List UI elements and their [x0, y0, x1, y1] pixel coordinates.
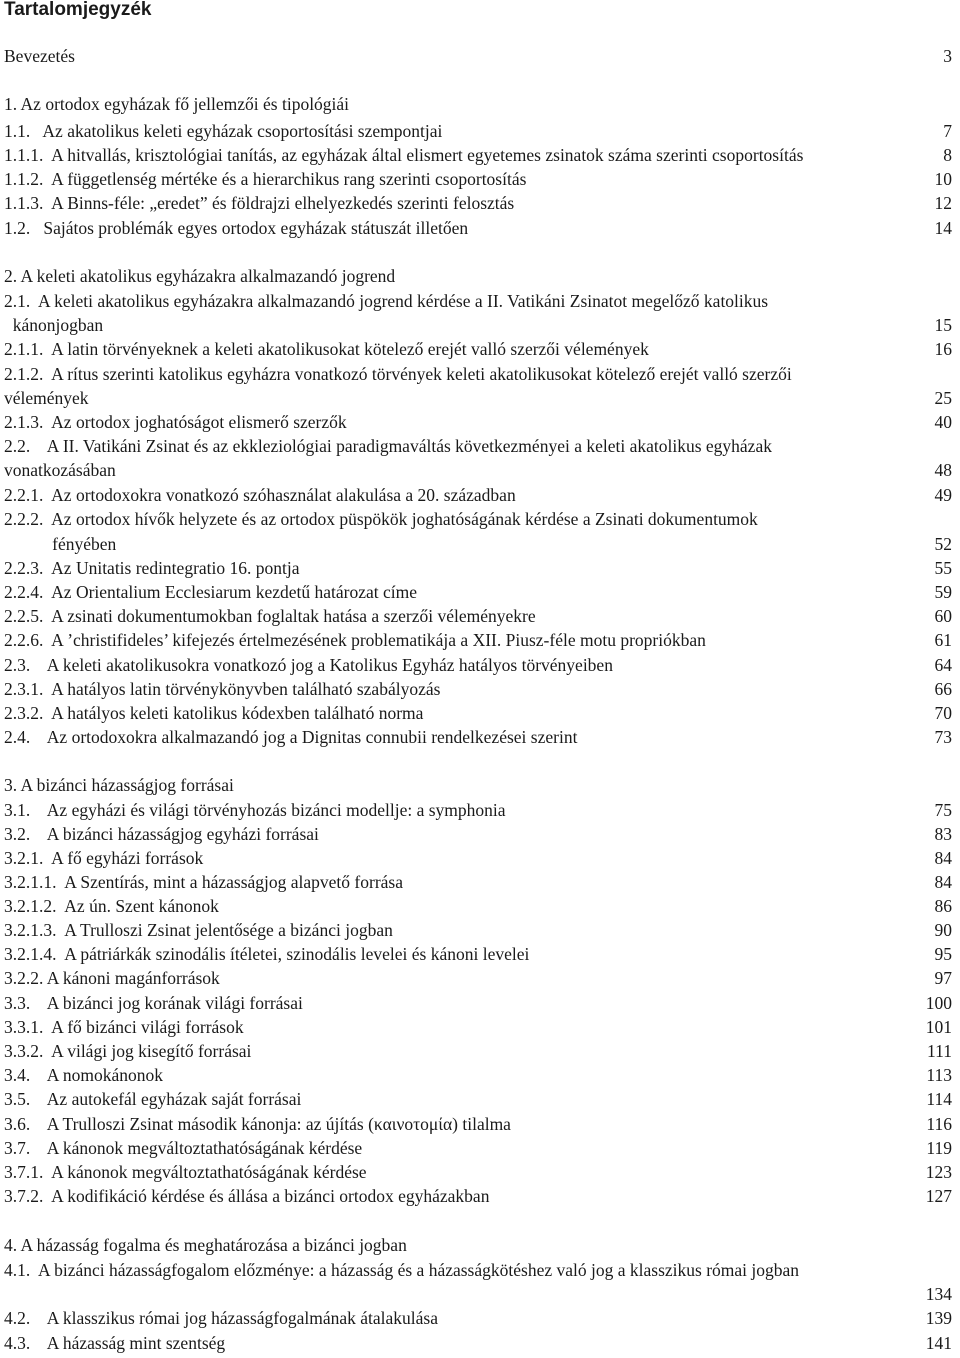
toc-entry-text: 2.2.6. A ’christifideles’ kifejezés értelmezésének problematikája a XII. Piusz-féle motu propriókban: [4, 630, 706, 650]
toc-entry-text: 1.1.3. A Binns-féle: „eredet” és földrajzi elhelyezkedés szerinti felosztás: [4, 193, 515, 213]
toc-entry-text: kánonjogban: [4, 315, 104, 335]
toc-entry-page: 25: [934, 388, 952, 408]
toc-entry-text: 2.2.1. Az ortodoxokra vonatkozó szóhasználat alakulása a 20. században: [4, 485, 516, 505]
toc-entry-page: 84: [934, 848, 952, 868]
toc-entry-page: 75: [934, 800, 952, 820]
toc-entry-text: 2.2.5. A zsinati dokumentumokban foglaltak hatása a szerzői véleményekre: [4, 606, 536, 626]
toc-entry-page: 8: [943, 145, 952, 165]
toc-entry-page: 70: [934, 703, 952, 723]
toc-entry-text: 2.2.2. Az ortodox hívők helyzete és az ortodox püspökök joghatóságának kérdése a Zsinati dokumentumok: [4, 509, 758, 529]
toc-entry-text: 2.1.2. A rítus szerinti katolikus egyházra vonatkozó törvények keleti akatolikusokat kötelező erejét valló szerzői: [4, 364, 792, 384]
toc-entry-page: 64: [934, 655, 952, 675]
toc-entry-text: 3.4. A nomokánonok: [4, 1065, 163, 1085]
toc-entry-text: 2.2. A II. Vatikáni Zsinat és az ekkleziológiai paradigmaváltás következményei a keleti akatolikus egyházak: [4, 436, 772, 456]
toc-entry-page: 12: [934, 193, 952, 213]
toc-entry-text: 3.2.1.2. Az ún. Szent kánonok: [4, 896, 219, 916]
toc-entry-text: 3.3.1. A fő bizánci világi források: [4, 1017, 244, 1037]
toc-entry-text: 2.3.2. A hatályos keleti katolikus kódexben található norma: [4, 703, 424, 723]
toc-entry-page: 86: [934, 896, 952, 916]
toc-entry-page: 59: [934, 582, 952, 602]
toc-entry-page: 101: [925, 1017, 952, 1037]
toc-entry-text: vélemények: [4, 388, 89, 408]
toc-entry-text: 3.7.1. A kánonok megváltoztathatóságának kérdése: [4, 1162, 367, 1182]
toc-entry-page: 83: [934, 824, 952, 844]
toc-entry-page: 49: [934, 485, 952, 505]
page-title: Tartalomjegyzék: [4, 0, 152, 20]
toc-entry-page: 66: [934, 679, 952, 699]
toc-entry-text: 2.2.4. Az Orientalium Ecclesiarum kezdetű határozat címe: [4, 582, 418, 602]
toc-entry-text: 2.3. A keleti akatolikusokra vonatkozó jog a Katolikus Egyház hatályos törvényeiben: [4, 655, 613, 675]
toc-entry-page: 14: [934, 218, 952, 238]
toc-entry-text: 1.1.1. A hitvallás, krisztológiai tanítás, az egyházak által elismert egyetemes zsinatok száma szerinti csoportosítás: [4, 145, 804, 165]
toc-entry-page: 16: [934, 339, 952, 359]
toc-entry-page: 15: [934, 315, 952, 335]
toc-entry-page: 3: [943, 46, 952, 66]
toc-entry-page: 60: [934, 606, 952, 626]
toc-entry-page: 116: [926, 1114, 952, 1134]
toc-entry-text: 4.1. A bizánci házasságfogalom előzménye: a házasság és a házasságkötéshez való jog a klasszikus római jogban: [4, 1260, 800, 1280]
toc-entry-page: 48: [934, 460, 952, 480]
toc-entry-page: 139: [925, 1308, 952, 1328]
toc-entry-page: 114: [926, 1089, 952, 1109]
toc-entry-text: 2. A keleti akatolikus egyházakra alkalmazandó jogrend: [4, 266, 396, 286]
toc-entry-page: 7: [943, 121, 952, 141]
toc-entry-text: fényében: [4, 534, 117, 554]
toc-entry-text: 3.2.1. A fő egyházi források: [4, 848, 204, 868]
toc-entry-page: 52: [934, 534, 952, 554]
toc-entry-page: 73: [934, 727, 952, 747]
toc-entry-text: vonatkozásában: [4, 460, 116, 480]
toc-entry-page: 10: [934, 169, 952, 189]
toc-entry-text: 3.5. Az autokefál egyházak saját forrásai: [4, 1089, 302, 1109]
toc-entry-text: 3.2.1.4. A pátriárkák szinodális ítéletei, szinodális levelei és kánoni levelei: [4, 944, 530, 964]
toc-entry-page: 100: [925, 993, 952, 1013]
toc-entry-page: 61: [934, 630, 952, 650]
toc-entry-text: 3.2.2. A kánoni magánforrások: [4, 968, 220, 988]
toc-entry-text: 3.7. A kánonok megváltoztathatóságának kérdése: [4, 1138, 363, 1158]
toc-entry-text: 3.2.1.1. A Szentírás, mint a házasságjog alapvető forrása: [4, 872, 403, 892]
toc-entry-text: 4.3. A házasság mint szentség: [4, 1333, 226, 1353]
toc-entry-text: 2.1.3. Az ortodox joghatóságot elismerő szerzők: [4, 412, 347, 432]
toc-entry-page: 127: [925, 1186, 952, 1206]
toc-entry-text: 3.3.2. A világi jog kisegítő forrásai: [4, 1041, 252, 1061]
toc-entry-text: 3.6. A Trulloszi Zsinat második kánonja: az újítás (καινοτομία) tilalma: [4, 1114, 511, 1134]
toc-entry-text: Bevezetés: [4, 46, 75, 66]
toc-entry-page: 123: [925, 1162, 952, 1182]
toc-entry-text: 4. A házasság fogalma és meghatározása a bizánci jogban: [4, 1235, 407, 1255]
toc-entry-text: 3.2.1.3. A Trulloszi Zsinat jelentősége a bizánci jogban: [4, 920, 393, 940]
toc-entry-text: 1.1. Az akatolikus keleti egyházak csoportosítási szempontjai: [4, 121, 443, 141]
toc-entry-page: 90: [934, 920, 952, 940]
toc-entry-page: 134: [925, 1284, 952, 1304]
toc-entry-text: 2.4. Az ortodoxokra alkalmazandó jog a Dignitas connubii rendelkezései szerint: [4, 727, 578, 747]
toc-entry-text: 1. Az ortodox egyházak fő jellemzői és tipológiái: [4, 94, 350, 114]
toc-entry-text: 3.3. A bizánci jog korának világi forrásai: [4, 993, 303, 1013]
toc-entry-text: 2.1.1. A latin törvényeknek a keleti akatolikusokat kötelező erejét valló szerzői vélemények: [4, 339, 649, 359]
toc-entry-page: 97: [934, 968, 952, 988]
toc-entry-page: 113: [926, 1065, 952, 1085]
toc-entry-text: 3.2. A bizánci házasságjog egyházi forrásai: [4, 824, 319, 844]
toc-entry-page: 119: [926, 1138, 952, 1158]
toc-entry-page: 55: [934, 558, 952, 578]
toc-entry-text: 2.1. A keleti akatolikus egyházakra alkalmazandó jogrend kérdése a II. Vatikáni Zsinatot megelőző katolikus: [4, 291, 769, 311]
toc-entry-text: 2.3.1. A hatályos latin törvénykönyvben található szabályozás: [4, 679, 441, 699]
toc-entry-text: 2.2.3. Az Unitatis redintegratio 16. pontja: [4, 558, 300, 578]
toc-entry-page: 141: [925, 1333, 952, 1353]
toc-entry-text: 3.7.2. A kodifikáció kérdése és állása a bizánci ortodox egyházakban: [4, 1186, 490, 1206]
toc-entry-text: 4.2. A klasszikus római jog házasságfogalmának átalakulása: [4, 1308, 438, 1328]
toc-entry-text: 1.1.2. A függetlenség mértéke és a hierarchikus rang szerinti csoportosítás: [4, 169, 527, 189]
toc-entry-page: 111: [927, 1041, 952, 1061]
toc-entry-page: 95: [934, 944, 952, 964]
toc-entry-page: 40: [934, 412, 952, 432]
toc-entry-text: 1.2. Sajátos problémák egyes ortodox egyházak státuszát illetően: [4, 218, 469, 238]
toc-entry-page: 84: [934, 872, 952, 892]
toc-entry-text: 3. A bizánci házasságjog forrásai: [4, 775, 234, 795]
toc-entry-text: 3.1. Az egyházi és világi törvényhozás bizánci modellje: a symphonia: [4, 800, 506, 820]
